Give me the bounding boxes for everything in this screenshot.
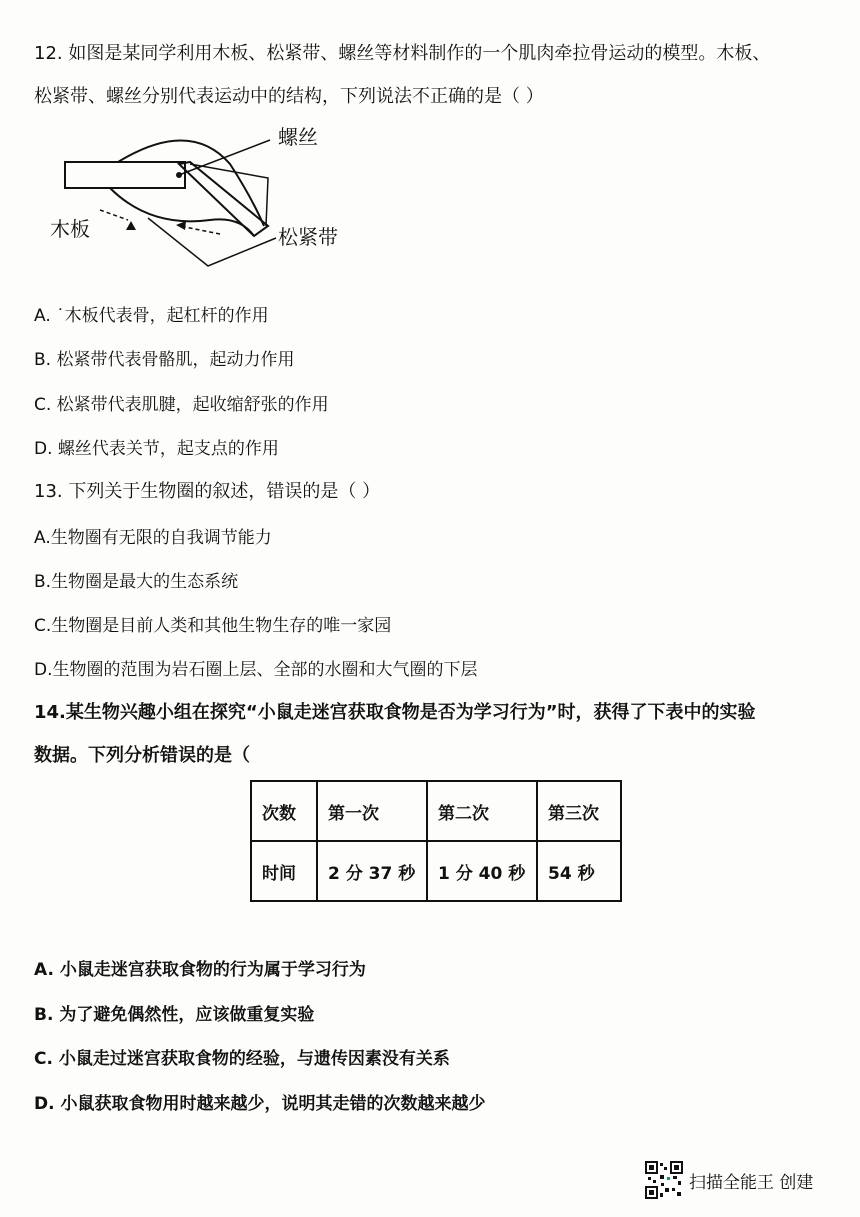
label-band: 松紧带 <box>278 225 338 249</box>
arrow-left-icon <box>176 221 186 230</box>
q12-option-c: C. 松紧带代表肌腱，起收缩舒张的作用 <box>34 395 329 415</box>
q12-option-d: D. 螺丝代表关节，起支点的作用 <box>34 439 279 459</box>
angled-board-shape <box>179 162 268 236</box>
q14-option-a: A. 小鼠走迷宫获取食物的行为属于学习行为 <box>34 960 366 980</box>
table-cell: 1 分 40 秒 <box>427 841 537 901</box>
board-shape <box>65 162 185 188</box>
watermark-text: 扫描全能王 创建 <box>689 1172 814 1193</box>
q14-stem-line2: 数据。下列分析错误的是（ <box>34 745 250 766</box>
table-cell: 54 秒 <box>537 841 621 901</box>
muscle-model-diagram <box>40 118 360 288</box>
q12-stem-line2: 松紧带、螺丝分别代表运动中的结构，下列说法不正确的是（ ） <box>34 86 544 107</box>
label-screw: 螺丝 <box>278 125 318 149</box>
q12-stem-line1: 12. 如图是某同学利用木板、松紧带、螺丝等材料制作的一个肌肉牵拉骨运动的模型。木板、 <box>34 43 771 64</box>
q13-option-b: B.生物圈是最大的生态系统 <box>34 572 239 592</box>
q14-option-c: C. 小鼠走过迷宫获取食物的经验，与遗传因素没有关系 <box>34 1049 450 1069</box>
q12-option-b: B. 松紧带代表骨骼肌，起动力作用 <box>34 350 295 370</box>
table-row <box>251 841 621 901</box>
q13-option-d: D.生物圈的范围为岩石圈上层、全部的水圈和大气圈的下层 <box>34 660 478 680</box>
table-cell: 2 分 37 秒 <box>317 841 427 901</box>
table-cell: 第二次 <box>427 781 537 841</box>
qr-code-icon <box>645 1161 683 1199</box>
q13-option-c: C.生物圈是目前人类和其他生物生存的唯一家园 <box>34 616 392 636</box>
q12-option-a: A. ˙木板代表骨，起杠杆的作用 <box>34 306 269 326</box>
q14-option-b: B. 为了避免偶然性，应该做重复实验 <box>34 1005 315 1025</box>
q14-option-d: D. 小鼠获取食物用时越来越少，说明其走错的次数越来越少 <box>34 1094 486 1114</box>
table-cell: 时间 <box>251 841 317 901</box>
band-upper-curve <box>118 140 264 226</box>
q14-stem-line1: 14.某生物兴趣小组在探究“小鼠走迷宫获取食物是否为学习行为”时，获得了下表中的实验 <box>34 702 756 723</box>
arrow-up-icon <box>126 221 136 230</box>
scanner-watermark <box>645 1160 813 1200</box>
table-cell: 次数 <box>251 781 317 841</box>
label-board: 木板 <box>50 217 90 241</box>
q13-option-a: A.生物圈有无限的自我调节能力 <box>34 528 272 548</box>
table-header-row <box>251 781 621 841</box>
q13-stem: 13. 下列关于生物圈的叙述，错误的是（ ） <box>34 481 381 502</box>
table-cell: 第三次 <box>537 781 621 841</box>
maze-data-table <box>250 780 622 902</box>
table-cell: 第一次 <box>317 781 427 841</box>
band-bottom-line <box>148 218 276 266</box>
